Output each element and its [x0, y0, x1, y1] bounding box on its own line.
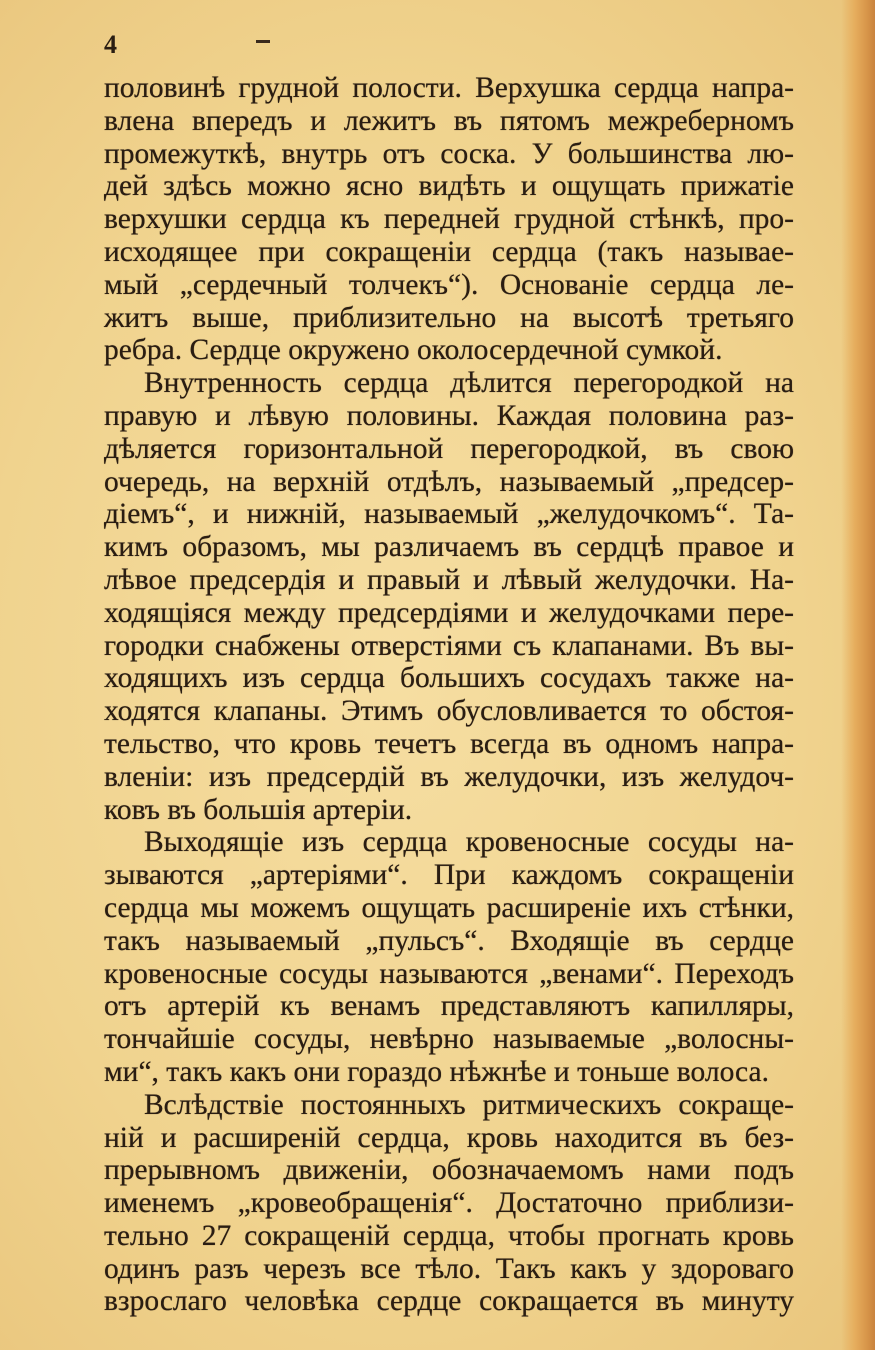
text-body [104, 72, 794, 1318]
text-line: Вслѣдствіе постоянныхъ ритмическихъ сокраще- [144, 1088, 794, 1121]
text-line: половинѣ грудной полости. Верхушка сердца напра- [104, 72, 794, 104]
text-line: Внутренность сердца дѣлится перегородкой на [144, 367, 794, 400]
text-line: ходятся клапаны. Этимъ обусловливается то обстоя- [104, 695, 794, 728]
text-line: ходящіяся между предсердіями и желудочками пере- [104, 596, 794, 629]
text-line: тельство, что кровь течетъ всегда въ одномъ напра- [104, 727, 794, 760]
page-number: 4 [104, 30, 117, 59]
text-line: правую и лѣвую половины. Каждая половина раз- [104, 399, 794, 432]
text-line: ходящихъ изъ сердца большихъ сосудахъ также на- [104, 662, 794, 695]
text-line: мый „сердечный толчекъ“). Основаніе сердца ле- [104, 268, 794, 301]
text-line: влена впередъ и лежитъ въ пятомъ межреберномъ [104, 104, 794, 137]
text-line: ній и расширеній сердца, кровь находится въ без- [104, 1121, 794, 1154]
text-line: дѣляется горизонтальной перегородкой, въ свою [104, 432, 794, 465]
text-line: вленіи: изъ предсердій въ желудочки, изъ желудоч- [104, 760, 794, 793]
text-line: прерывномъ движеніи, обозначаемомъ нами подъ [104, 1154, 794, 1187]
text-line: именемъ „кровеобращенія“. Достаточно приблизи- [104, 1187, 794, 1220]
text-line: отъ артерій къ венамъ представляютъ капилляры, [104, 990, 794, 1023]
text-line: зываются „артеріями“. При каждомъ сокращеніи [104, 859, 794, 892]
text-line: дей здѣсь можно ясно видѣть и ощущать прижатіе [104, 170, 794, 203]
text-line: верхушки сердца къ передней грудной стѣнкѣ, про- [104, 203, 794, 236]
text-line: ковъ въ большія артеріи. [104, 793, 413, 826]
text-line: тончайшіе сосуды, невѣрно называемые „волосны- [104, 1023, 794, 1056]
text-line: кровеносные сосуды называются „венами“. Переходъ [104, 957, 794, 990]
text-line: тельно 27 сокращеній сердца, чтобы прогнать кровь [104, 1219, 794, 1252]
text-line: исходящее при сокращеніи сердца (такъ называе- [104, 235, 794, 268]
text-line: ребра. Сердце окружено околосердечной сумкой. [104, 334, 723, 367]
header-dash [256, 40, 270, 43]
text-line: городки снабжены отверстіями съ клапанами. Въ вы- [104, 629, 794, 662]
text-line: Выходящіе изъ сердца кровеносные сосуды на- [144, 826, 794, 859]
page-edge [841, 0, 875, 1350]
text-line: лѣвое предсердія и правый и лѣвый желудочки. На- [104, 563, 794, 596]
text-line: діемъ“, и нижній, называемый „желудочкомъ“. Та- [104, 498, 794, 531]
text-line: очередь, на верхній отдѣлъ, называемый „предсер- [104, 465, 794, 498]
text-line: сердца мы можемъ ощущать расширеніе ихъ стѣнки, [104, 891, 794, 924]
text-line: кимъ образомъ, мы различаемъ въ сердцѣ правое и [104, 531, 794, 564]
text-line: ми“, такъ какъ они гораздо нѣжнѣе и тоньше волоса. [104, 1055, 769, 1088]
text-line: промежуткѣ, внутрь отъ соска. У большинства лю- [104, 137, 794, 170]
text-line: взрослаго человѣка сердце сокращается въ минуту [104, 1285, 794, 1318]
text-line: одинъ разъ черезъ все тѣло. Такъ какъ у здороваго [104, 1252, 794, 1285]
text-line: такъ называемый „пульсъ“. Входящіе въ сердце [104, 924, 794, 957]
text-line: житъ выше, приблизительно на высотѣ третьяго [104, 301, 794, 334]
